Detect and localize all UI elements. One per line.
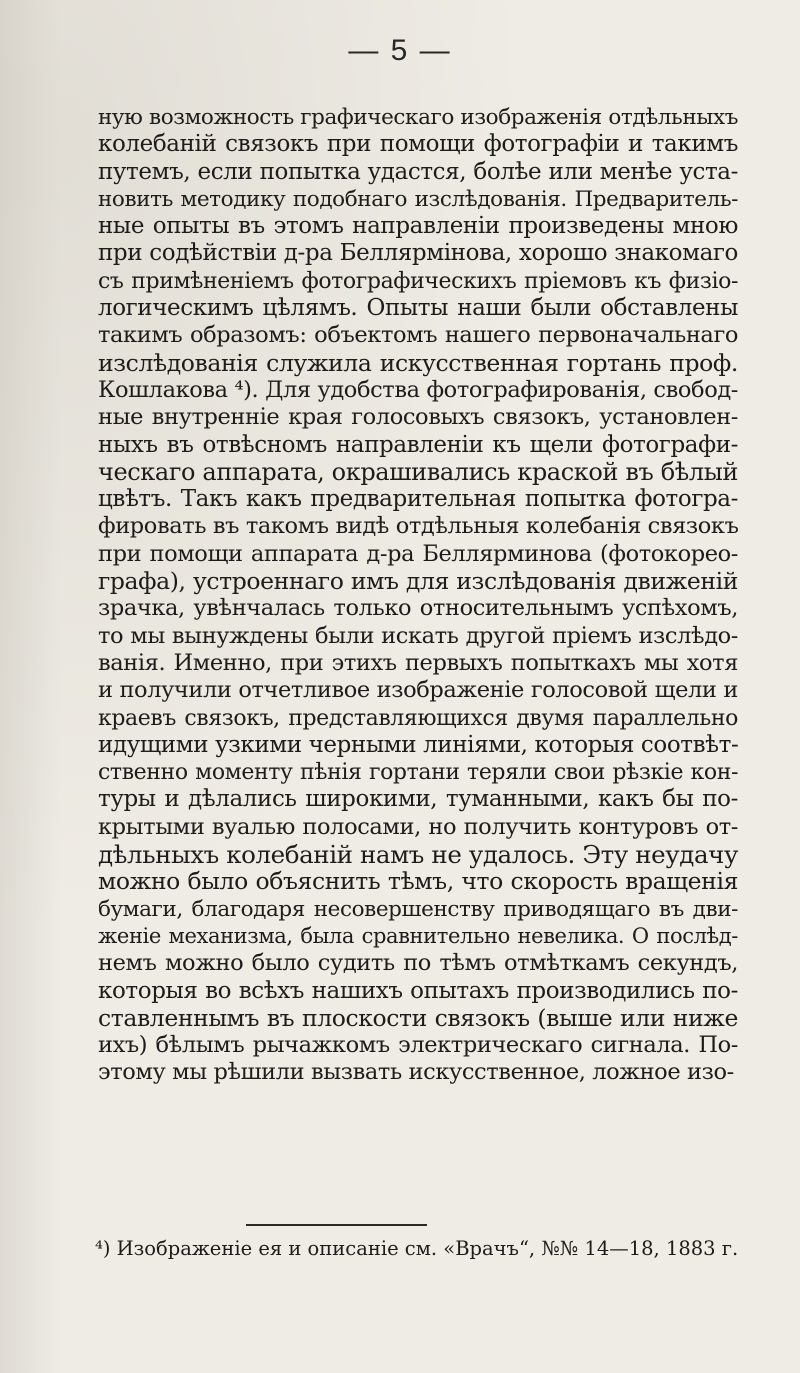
text-line: ставленнымъ въ плоскости связокъ (выше или ниже bbox=[98, 1003, 738, 1032]
text-line: такимъ образомъ: объектомъ нашего первоначальнаго bbox=[98, 322, 738, 349]
text-line: можно было объяснить тѣмъ, что скорость вращенія bbox=[98, 867, 738, 896]
text-line: этому мы рѣшили вызвать искусственное, ложное изо- bbox=[98, 1059, 734, 1086]
text-line: новить методику подобнаго изслѣдованія. Предваритель- bbox=[98, 186, 738, 212]
text-line: туры и дѣлались широкими, туманными, какъ бы по- bbox=[98, 786, 738, 813]
text-line: Кошлакова ⁴). Для удобства фотографированія, свобод- bbox=[98, 376, 738, 403]
text-line: колебаній связокъ при помощи фотографіи и такимъ bbox=[98, 131, 738, 158]
text-line: путемъ, если попытка удастся, болѣе или менѣе уста- bbox=[98, 158, 738, 185]
text-line: и получили отчетливое изображеніе голосовой щели и bbox=[98, 677, 738, 704]
text-line: то мы вынуждены были искать другой пріемъ изслѣдо- bbox=[98, 622, 738, 649]
footnote-text: Изображеніе ея и описаніе см. «Врачъ“, №№ 14—18, 1883 г. bbox=[116, 1237, 739, 1260]
text-line: дѣльныхъ колебаній намъ не удалось. Эту неудачу bbox=[98, 840, 738, 870]
text-line: цвѣтъ. Такъ какъ предварительная попытка фотогра- bbox=[98, 486, 738, 513]
text-line: ихъ) бѣлымъ рычажкомъ электрическаго сигнала. По- bbox=[98, 1032, 738, 1059]
text-line: логическимъ цѣлямъ. Опыты наши были обставлены bbox=[98, 295, 738, 322]
footnote-divider bbox=[246, 1224, 427, 1226]
text-line: бумаги, благодаря несовершенству приводящаго въ дви- bbox=[98, 896, 738, 922]
text-line: ные внутренніе края голосовыхъ связокъ, установлен- bbox=[98, 404, 738, 431]
text-line: ныхъ въ отвѣсномъ направленіи къ щели фотографи- bbox=[98, 431, 738, 458]
text-line: изслѣдованія служила искусственная гортань проф. bbox=[98, 348, 738, 377]
text-line: идущими узкими черными линіями, которыя соотвѣт- bbox=[98, 731, 739, 758]
footnote-marker: ⁴) bbox=[95, 1237, 111, 1260]
text-line: ческаго аппарата, окрашивались краской въ бѣлый bbox=[98, 457, 738, 486]
text-line: при помощи аппарата д-ра Беллярминова (фотокорео- bbox=[98, 540, 738, 567]
text-line: крытыми вуалью полосами, но получить контуровъ от- bbox=[98, 813, 738, 840]
text-line: ные опыты въ этомъ направленіи произведены мною bbox=[98, 213, 738, 240]
text-line: графа), устроеннаго имъ для изслѣдованія движеній bbox=[98, 567, 738, 596]
footnote bbox=[95, 1236, 740, 1262]
text-line: фировать въ такомъ видѣ отдѣльныя колебанія связокъ bbox=[98, 513, 739, 540]
text-line: которыя во всѣхъ нашихъ опытахъ производились по- bbox=[98, 977, 738, 1004]
text-line: краевъ связокъ, представляющихся двумя параллельно bbox=[98, 705, 738, 731]
text-line: ственно моменту пѣнія гортани теряли свои рѣзкіе кон- bbox=[98, 760, 738, 786]
text-line: немъ можно было судить по тѣмъ отмѣткамъ секундъ, bbox=[98, 950, 738, 977]
body-text bbox=[98, 104, 738, 1087]
text-line: при содѣйствіи д-ра Беллярмінова, хорошо знакомаго bbox=[98, 240, 738, 267]
page-number: — 5 — bbox=[348, 34, 452, 67]
text-line: зрачка, увѣнчалась только относительнымъ успѣхомъ, bbox=[98, 595, 738, 622]
text-line: женіе механизма, была сравнительно невелика. О послѣд- bbox=[98, 923, 738, 948]
text-line: съ примѣненіемъ фотографическихъ пріемовъ къ физіо- bbox=[98, 268, 738, 294]
text-line: ванія. Именно, при этихъ первыхъ попыткахъ мы хотя bbox=[98, 649, 738, 676]
text-line: ную возможность графическаго изображенія отдѣльныхъ bbox=[98, 105, 738, 130]
